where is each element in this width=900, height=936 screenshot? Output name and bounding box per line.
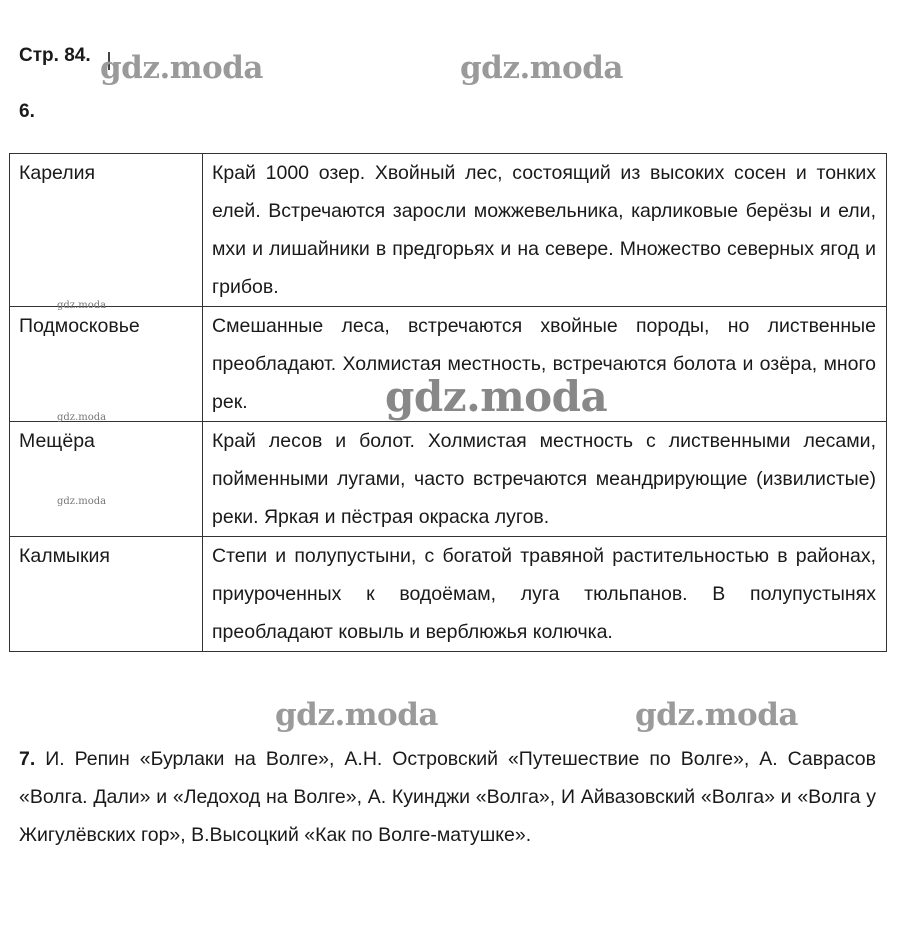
watermark: gdz.moda	[57, 300, 107, 311]
region-cell: Подмосковье	[10, 307, 203, 422]
watermark: gdz.moda	[57, 496, 107, 507]
task-7-text: И. Репин «Бурлаки на Волге», А.Н. Островский «Путешествие по Волге», А. Саврасов «Волга. Дали» и «Ледоход на Волге», А. Куинджи «Волга», И Айвазовский «Волга» и «Волга у Жигулёвских гор», В.Высоцкий «Как по Волге-матушке».	[19, 748, 876, 846]
watermark: gdz.moda	[385, 372, 608, 421]
table-row	[10, 154, 887, 307]
page-label: Стр. 84.	[19, 45, 91, 66]
description-cell: Степи и полупустыни, с богатой травяной растительностью в районах, приуроченных к водоёмам, луга тюльпанов. В полупустынях преобладают ковыль и верблюжья колючка.	[203, 537, 887, 652]
description-cell: Край 1000 озер. Хвойный лес, состоящий из высоких сосен и тонких елей. Встречаются заросли можжевельника, карликовые берёзы и ели, мхи и лишайники в предгорьях и на севере. Множество северных ягод и грибов.	[203, 154, 887, 307]
region-cell: Мещёра	[10, 422, 203, 537]
watermark: gdz.moda	[100, 50, 263, 86]
description-cell: Край лесов и болот. Холмистая местность с лиственными лесами, пойменными лугами, часто встречаются меандрирующие (извилистые) реки. Яркая и пёстрая окраска лугов.	[203, 422, 887, 537]
region-cell: Калмыкия	[10, 537, 203, 652]
task-6-number: 6.	[19, 101, 35, 122]
watermark: gdz.moda	[460, 50, 623, 86]
table-row	[10, 422, 887, 537]
region-cell: Карелия	[10, 154, 203, 307]
watermark: gdz.moda	[635, 697, 798, 733]
table-row	[10, 537, 887, 652]
task-7-number: 7.	[19, 748, 36, 770]
description-cell: Смешанные леса, встречаются хвойные породы, но лиственные преобладают. Холмистая местность, встречаются болота и озёра, много рек.	[203, 307, 887, 422]
watermark: gdz.moda	[275, 697, 438, 733]
task-7-paragraph	[19, 740, 876, 854]
watermark: gdz.moda	[57, 412, 107, 423]
